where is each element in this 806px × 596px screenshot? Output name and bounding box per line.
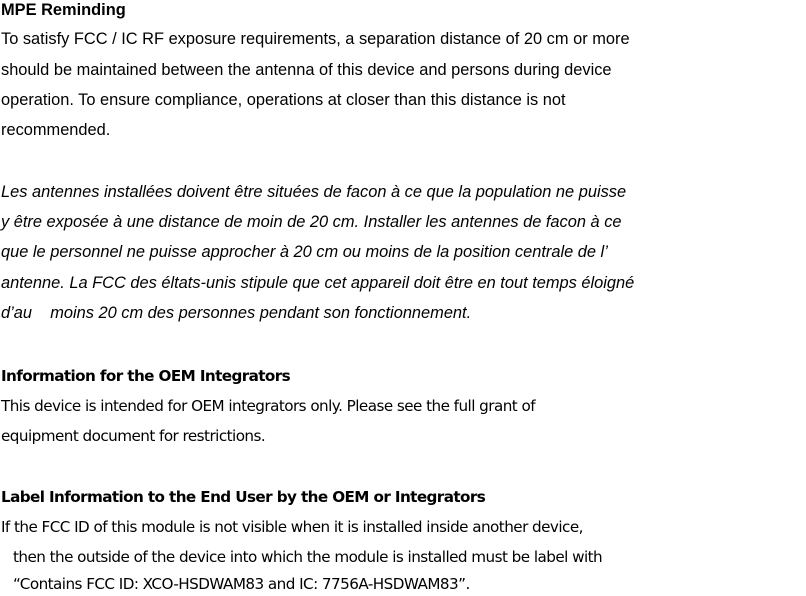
oem-heading: Information for the OEM Integrators	[1, 367, 291, 385]
mpe-english-line: operation. To ensure compliance, operations at closer than this distance is not	[1, 91, 566, 109]
mpe-heading: MPE Reminding	[1, 1, 126, 19]
mpe-french-line: y être exposée à une distance de moin de 20 cm. Installer les antennes de facon à ce	[1, 213, 622, 231]
label-info-line: “Contains FCC ID: XCO-HSDWAM83 and IC: 7756A-HSDWAM83”.	[13, 575, 470, 593]
mpe-french-line: que le personnel ne puisse approcher à 20 cm ou moins de la position centrale de l’	[1, 243, 608, 261]
label-info-heading: Label Information to the End User by the OEM or Integrators	[1, 488, 486, 506]
mpe-english-line: should be maintained between the antenna of this device and persons during device	[1, 61, 612, 79]
mpe-french-line: Les antennes installées doivent être situées de facon à ce que la population ne puisse	[1, 183, 627, 201]
mpe-english-line: recommended.	[1, 121, 111, 139]
label-info-line: then the outside of the device into which the module is installed must be label with	[13, 548, 603, 566]
mpe-french-line: antenne. La FCC des éltats-unis stipule que cet appareil doit être en tout temps éloigné	[1, 274, 635, 292]
label-info-line: If the FCC ID of this module is not visible when it is installed inside another device,	[1, 518, 583, 536]
oem-line: equipment document for restrictions.	[1, 427, 266, 445]
mpe-english-line: To satisfy FCC / IC RF exposure requirements, a separation distance of 20 cm or more	[1, 30, 630, 48]
oem-line: This device is intended for OEM integrators only. Please see the full grant of	[1, 397, 536, 415]
mpe-french-line: d’au moins 20 cm des personnes pendant son fonctionnement.	[1, 304, 472, 322]
